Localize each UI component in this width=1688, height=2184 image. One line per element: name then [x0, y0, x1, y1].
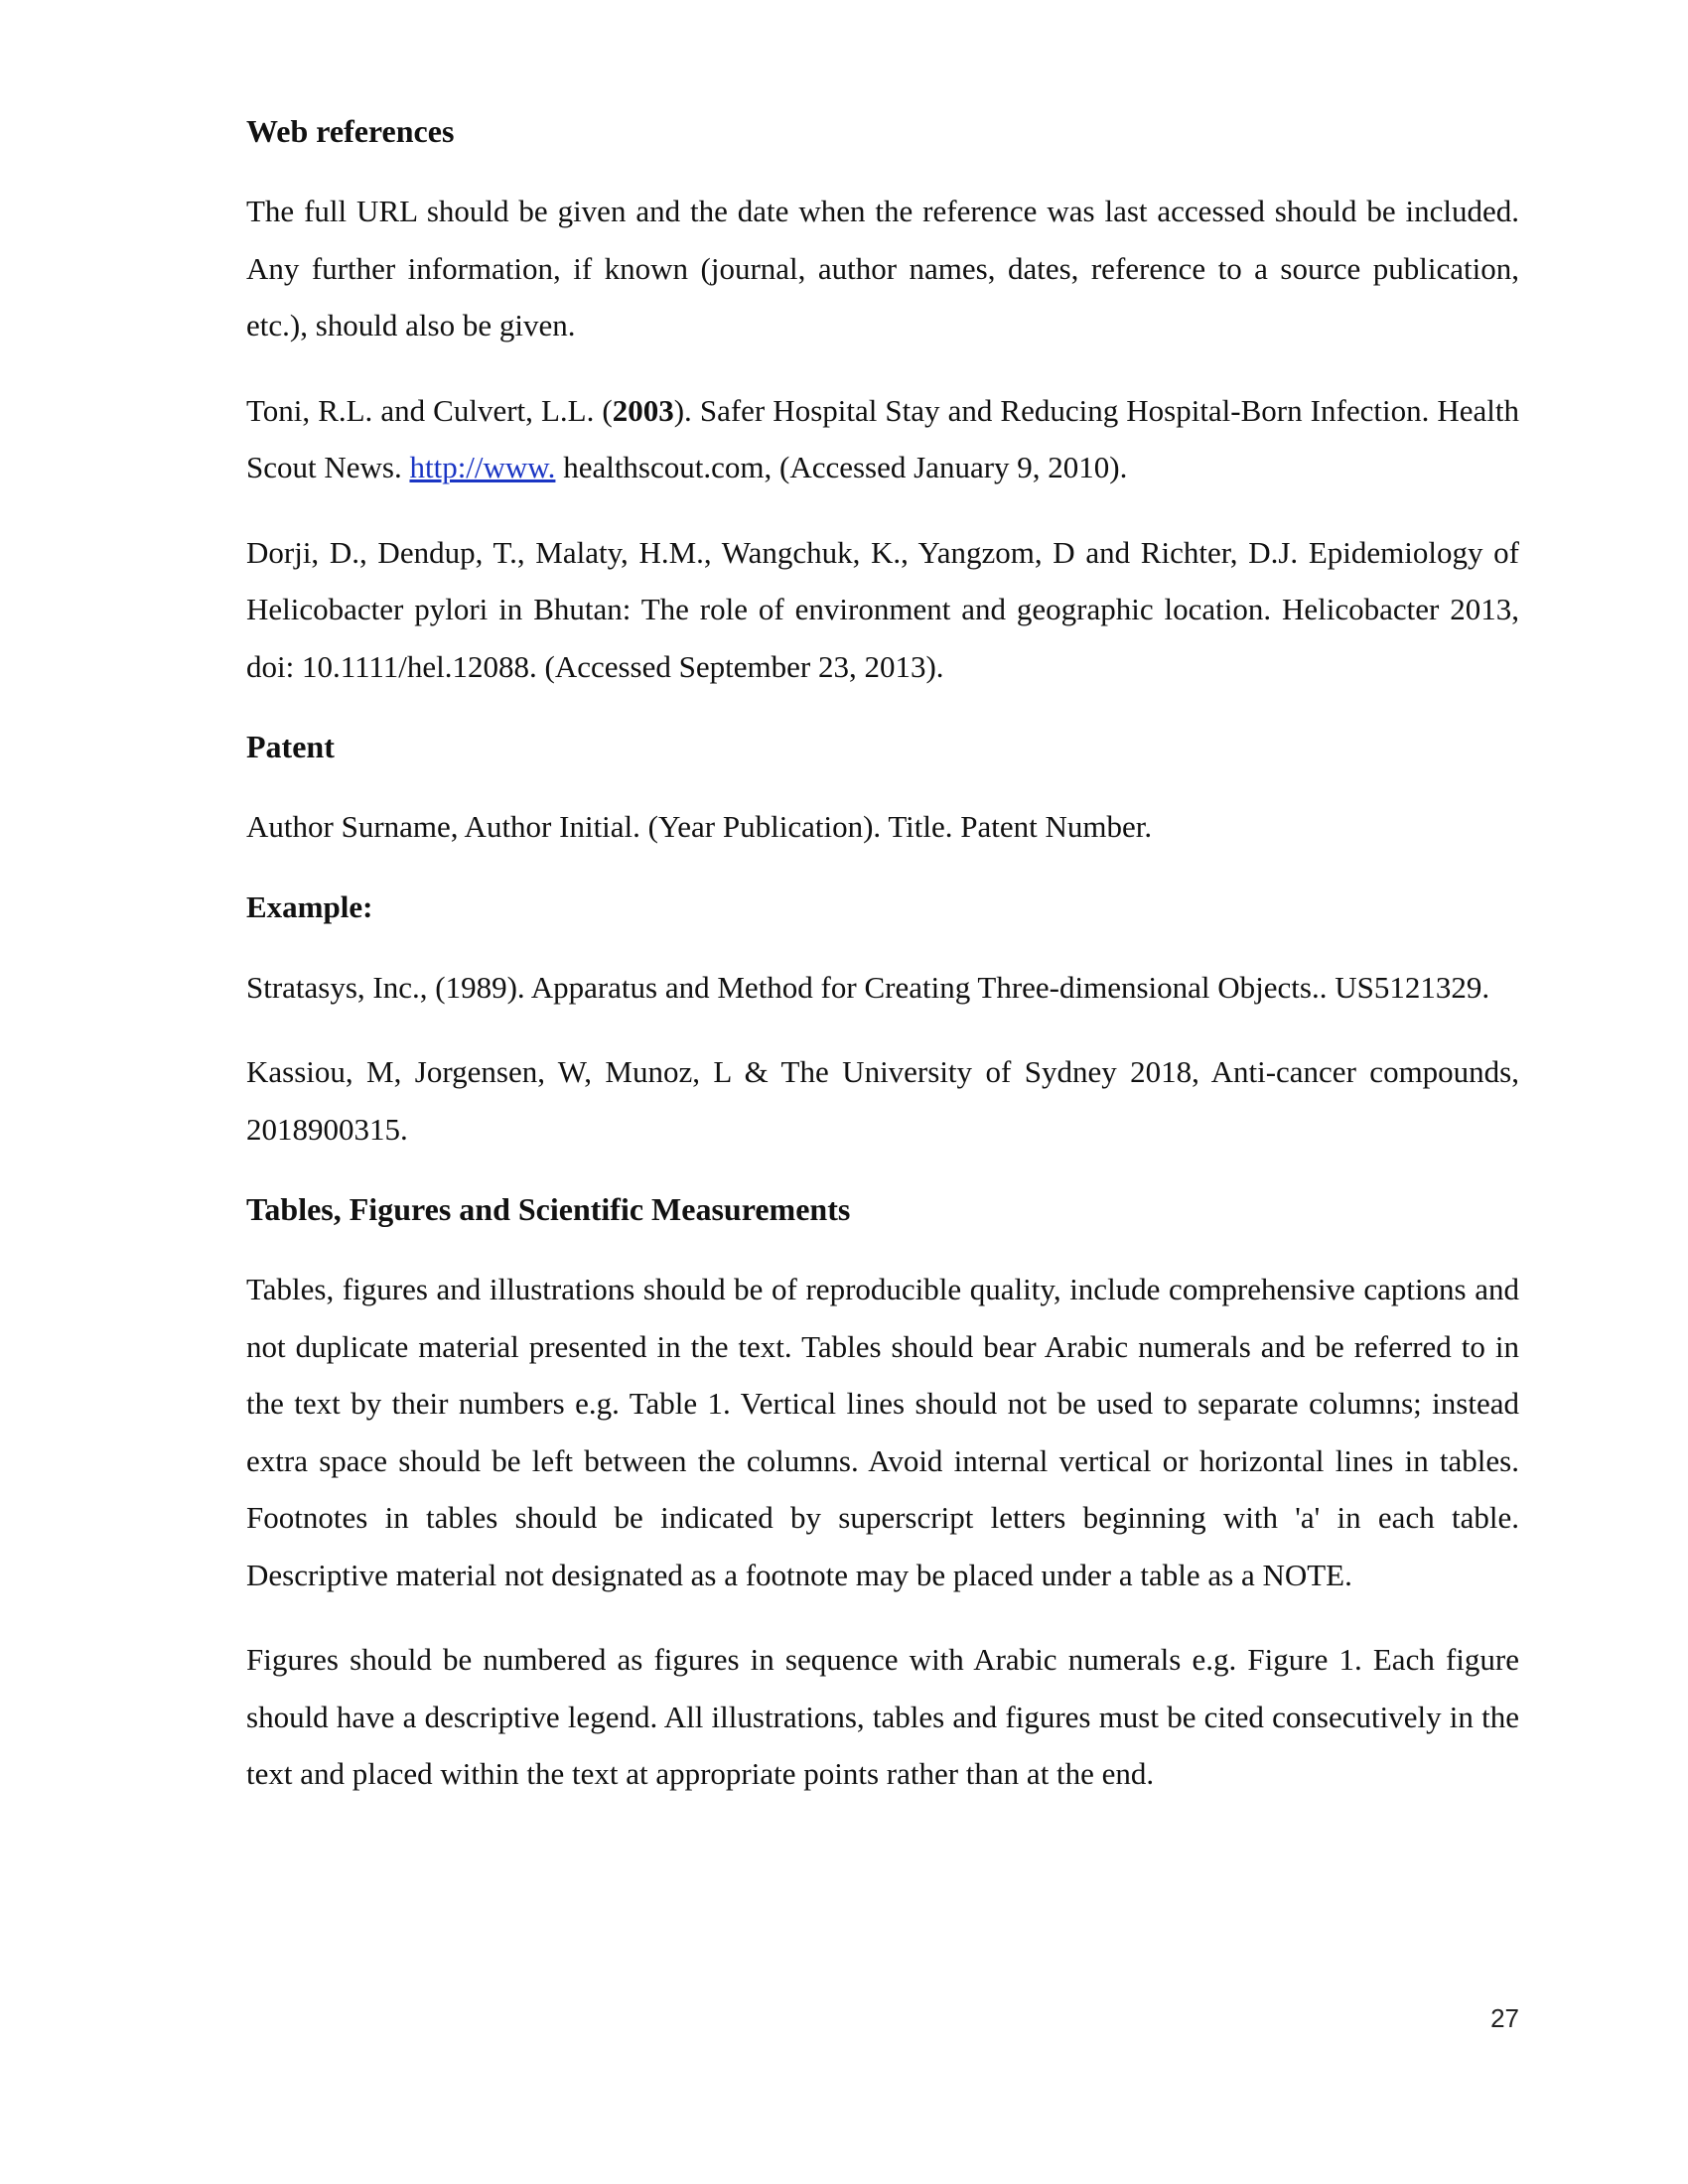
tables-paragraph: Tables, figures and illustrations should be of reproducible quality, include comprehensive captions and not duplicate material presented in the text. Tables should bear Arabic numerals and be referred to in the text by their numbers e.g. Table 1. Vertical lines should not be used to separate columns; instead extra space should be left between the columns. Avoid internal vertical or horizontal lines in tables. Footnotes in tables should be indicated by superscript letters beginning with 'a' in each table. Descriptive material not designated as a footnote may be placed under a table as a NOTE.	[246, 1272, 1519, 1592]
web-references-intro: The full URL should be given and the date when the reference was last accessed should be included. Any further information, if known (journal, author names, dates, reference to a source publication, etc.), should also be given.	[246, 194, 1519, 342]
example-heading: Example:	[246, 888, 373, 924]
reference-toni-middle: ). Safer Hospital Stay and Reducing Hospital-Born Infection. Health Scout News.	[246, 392, 1520, 484]
reference-toni	[246, 382, 1519, 496]
reference-dorji: Dorji, D., Dendup, T., Malaty, H.M., Wangchuk, K., Yangzom, D and Richter, D.J. Epidemiology of Helicobacter pylori in Bhutan: The role of environment and geographic location. Helicobacter 2013, doi: 10.1111/hel.12088. (Accessed September 23, 2013).	[246, 534, 1519, 684]
page-number: 27	[1490, 2003, 1519, 2033]
document-page	[246, 107, 1519, 1803]
reference-toni-suffix: healthscout.com, (Accessed January 9, 2010).	[555, 450, 1128, 484]
patent-format: Author Surname, Author Initial. (Year Publication). Title. Patent Number.	[246, 809, 1153, 844]
reference-toni-year: 2003	[612, 392, 674, 428]
reference-toni-link[interactable]: http://www.	[409, 450, 556, 484]
figures-paragraph: Figures should be numbered as figures in sequence with Arabic numerals e.g. Figure 1. Each figure should have a descriptive legend. All illustrations, tables and figures must be cited consecutively in the text and placed within the text at appropriate points rather than at the end.	[246, 1642, 1519, 1791]
section-heading-tables-figures: Tables, Figures and Scientific Measurements	[246, 1191, 851, 1227]
section-heading-web-references: Web references	[246, 113, 455, 149]
reference-toni-prefix: Toni, R.L. and Culvert, L.L. (	[246, 392, 613, 428]
patent-example-stratasys: Stratasys, Inc., (1989). Apparatus and Method for Creating Three-dimensional Objects.. US5121329.	[246, 969, 1490, 1005]
patent-example-kassiou: Kassiou, M, Jorgensen, W, Munoz, L & The University of Sydney 2018, Anti-cancer compounds, 2018900315.	[246, 1054, 1519, 1147]
section-heading-patent: Patent	[246, 729, 335, 764]
